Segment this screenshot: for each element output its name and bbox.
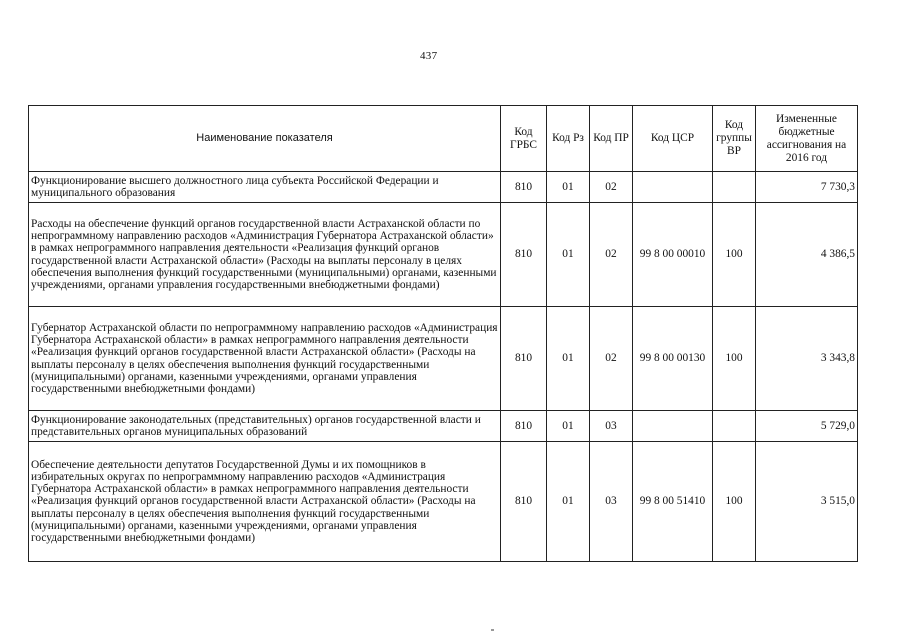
row-pr: 02	[590, 307, 633, 411]
row-name: Обеспечение деятельности депутатов Государственной Думы и их помощников в избирательных округах по непрограммному направлению расходов «Администрация Губернатора Астраханской области» в рамках непрограммного направления деятельности «Реализация функций органов государственной власти Астраханской области» (Расходы на выплаты персоналу в целях обеспечения выполнения функций государственными (муниципальными) органами, казенными учреждениями, органами управления государственными внебюджетными фондами)	[29, 442, 501, 562]
row-name: Функционирование высшего должностного лица субъекта Российской Федерации и муниципального образования	[29, 172, 501, 203]
row-amount: 4 386,5	[756, 203, 858, 307]
header-grbs: Код ГРБС	[501, 106, 547, 172]
row-grbs: 810	[501, 307, 547, 411]
budget-table	[28, 105, 858, 562]
header-amount: Измененные бюджетные ассигнования на 2016 год	[756, 106, 858, 172]
row-csr: 99 8 00 51410	[633, 442, 713, 562]
row-name: Губернатор Астраханской области по непрограммному направлению расходов «Администрация Губернатора Астраханской области» в рамках непрограммного направления деятельности «Реализация функций органов государственной власти Астраханской области» (Расходы на выплаты персоналу в целях обеспечения выполнения функций государственными (муниципальными) органами, казенными учреждениями, органами управления государственными внебюджетными фондами)	[29, 307, 501, 411]
header-name: Наименование показателя	[29, 106, 501, 172]
row-csr	[633, 411, 713, 442]
table-row	[29, 203, 858, 307]
table-header-row	[29, 106, 858, 172]
scan-speck	[491, 629, 494, 631]
row-grbs: 810	[501, 203, 547, 307]
row-grbs: 810	[501, 442, 547, 562]
row-name: Расходы на обеспечение функций органов государственной власти Астраханской области по непрограммному направлению расходов «Администрация Губернатора Астраханской области» в рамках непрограммного направления деятельности «Реализация функций органов государственной власти Астраханской области» (Расходы на выплаты персоналу в целях обеспечения выполнения функций государственными (муниципальными) органами, казенными учреждениями, органами управления государственными внебюджетными фондами)	[29, 203, 501, 307]
row-rz: 01	[547, 172, 590, 203]
page-number: 437	[420, 50, 438, 62]
row-vr	[713, 172, 756, 203]
table-row	[29, 411, 858, 442]
header-pr: Код ПР	[590, 106, 633, 172]
row-pr: 02	[590, 203, 633, 307]
row-grbs: 810	[501, 172, 547, 203]
table-row	[29, 172, 858, 203]
row-amount: 5 729,0	[756, 411, 858, 442]
header-csr: Код ЦСР	[633, 106, 713, 172]
row-pr: 02	[590, 172, 633, 203]
row-csr: 99 8 00 00130	[633, 307, 713, 411]
row-amount: 3 515,0	[756, 442, 858, 562]
row-rz: 01	[547, 442, 590, 562]
row-pr: 03	[590, 411, 633, 442]
row-pr: 03	[590, 442, 633, 562]
row-csr: 99 8 00 00010	[633, 203, 713, 307]
row-name: Функционирование законодательных (представительных) органов государственной власти и представительных органов муниципальных образований	[29, 411, 501, 442]
header-rz: Код Рз	[547, 106, 590, 172]
row-vr: 100	[713, 203, 756, 307]
table-row	[29, 442, 858, 562]
row-rz: 01	[547, 307, 590, 411]
header-vr: Код группы ВР	[713, 106, 756, 172]
row-rz: 01	[547, 411, 590, 442]
row-vr: 100	[713, 442, 756, 562]
table-row	[29, 307, 858, 411]
row-amount: 7 730,3	[756, 172, 858, 203]
row-amount: 3 343,8	[756, 307, 858, 411]
row-csr	[633, 172, 713, 203]
row-rz: 01	[547, 203, 590, 307]
row-vr: 100	[713, 307, 756, 411]
row-grbs: 810	[501, 411, 547, 442]
row-vr	[713, 411, 756, 442]
